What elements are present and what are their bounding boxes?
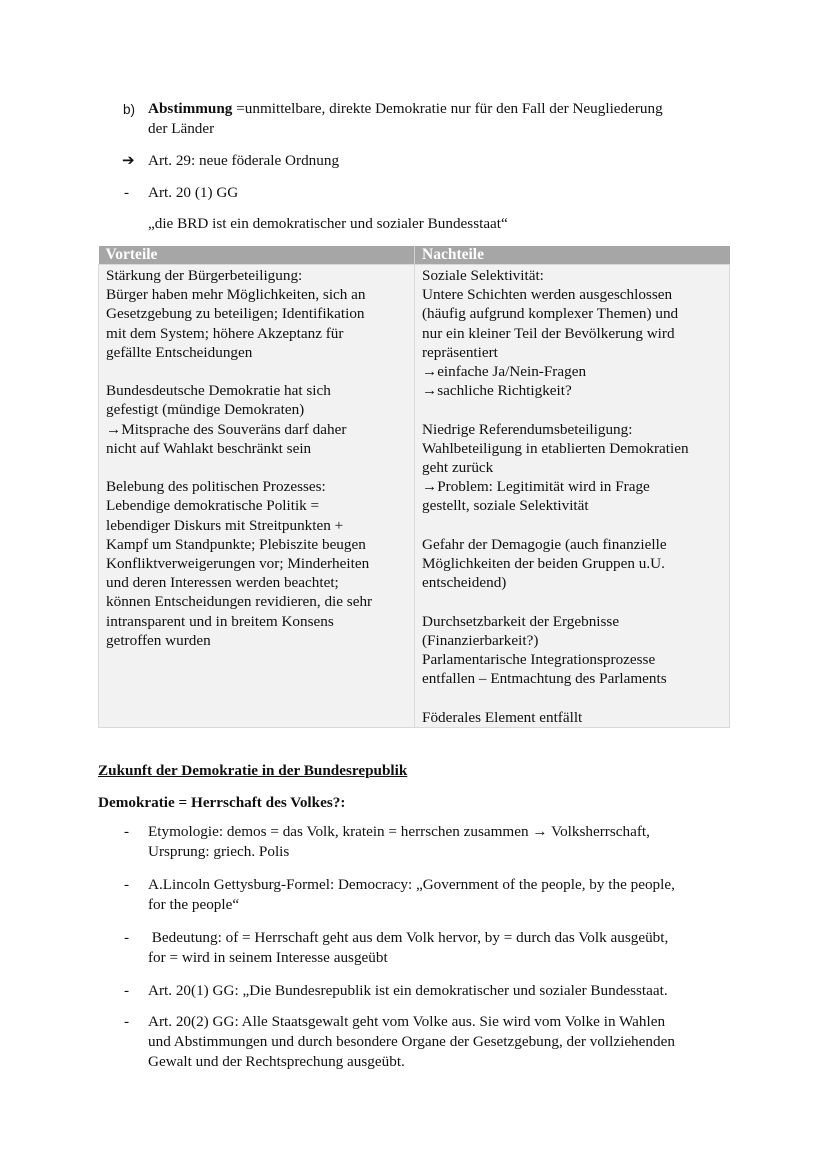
- nachteile-spacer: [422, 400, 722, 419]
- nachteile-line: entscheidend): [422, 574, 507, 592]
- vorteile-line: Belebung des politischen Prozesses:: [106, 478, 326, 496]
- future-heading: Zukunft der Demokratie in der Bundesrepublik: [98, 762, 408, 779]
- nachteile-line: →Problem: Legitimität wird in Frage: [422, 478, 650, 496]
- bullet-text-line: Bedeutung: of = Herrschaft geht aus dem Volk hervor, by = durch das Volk ausgeübt,: [148, 929, 669, 946]
- nachteile-line: Gefahr der Demagogie (auch finanzielle: [422, 535, 667, 553]
- bullet-text-line: Gewalt und der Rechtsprechung ausgeübt.: [148, 1053, 405, 1070]
- nachteile-line: Föderales Element entfällt: [422, 708, 583, 726]
- vorteile-line: Lebendige demokratische Politik =: [106, 497, 320, 515]
- art20-text: Art. 20 (1) GG: [148, 184, 239, 201]
- vorteile-line: und deren Interessen werden beachtet;: [106, 574, 339, 592]
- bullet-text-line: Etymologie: demos = das Volk, kratein = herrschen zusammen → Volksherrschaft,: [148, 823, 650, 840]
- section-b-line-2: der Länder: [148, 120, 215, 137]
- vorteile-line: gefällte Entscheidungen: [106, 343, 253, 361]
- bullet-dash: -: [124, 876, 130, 893]
- vorteile-line: nicht auf Wahlakt beschränkt sein: [106, 439, 312, 457]
- vorteile-line: Konfliktverweigerungen vor; Minderheiten: [106, 555, 370, 573]
- vorteile-cell: [99, 265, 415, 728]
- nachteile-line: nur ein kleiner Teil der Bevölkerung wird: [422, 324, 675, 342]
- vorteile-line: Kampf um Standpunkte; Plebiszite beugen: [106, 535, 366, 553]
- vorteile-spacer: [106, 458, 407, 477]
- bullet-dash: -: [124, 1013, 130, 1030]
- bullet-text-line: A.Lincoln Gettysburg-Formel: Democracy: „Government of the people, by the people,: [148, 876, 675, 893]
- arrow-right-icon: ➔: [122, 151, 135, 169]
- nachteile-line: (häufig aufgrund komplexer Themen) und: [422, 305, 679, 323]
- nachteile-spacer: [422, 592, 722, 611]
- vorteile-line: Gesetzgebung zu beteiligen; Identifikation: [106, 305, 365, 323]
- nachteile-line: Wahlbeteiligung in etablierten Demokratien: [422, 439, 689, 457]
- bullet-text-line: for = wird in seinem Interesse ausgeübt: [148, 949, 388, 966]
- header-vorteile: Vorteile: [99, 246, 415, 265]
- vorteile-line: gefestigt (mündige Demokraten): [106, 401, 305, 419]
- nachteile-line: gestellt, soziale Selektivität: [422, 497, 589, 515]
- bullet-text-line: und Abstimmungen und durch besondere Organe der Gesetzgebung, der vollziehenden: [148, 1033, 675, 1050]
- nachteile-line: Durchsetzbarkeit der Ergebnisse: [422, 612, 620, 630]
- bullet-text-line: Ursprung: griech. Polis: [148, 843, 290, 860]
- vorteile-line: intransparent und in breitem Konsens: [106, 612, 334, 630]
- section-b-line-1: [148, 99, 663, 119]
- bullet-text-line: for the people“: [148, 896, 240, 913]
- vorteile-line: lebendiger Diskurs mit Streitpunkten +: [106, 516, 344, 534]
- list-marker-b: b): [123, 102, 136, 117]
- nachteile-spacer: [422, 516, 722, 535]
- vorteile-line: →Mitsprache des Souveräns darf daher: [106, 420, 347, 438]
- term-abstimmung: Abstimmung: [148, 100, 233, 117]
- vorteile-spacer: [106, 362, 407, 381]
- nachteile-line: Untere Schichten werden ausgeschlossen: [422, 286, 673, 304]
- vorteile-line: Stärkung der Bürgerbeteiligung:: [106, 267, 303, 284]
- bullet-text-line: Art. 20(2) GG: Alle Staatsgewalt geht vom Volke aus. Sie wird vom Volke in Wahlen: [148, 1013, 666, 1030]
- constitution-quote: „die BRD ist ein demokratischer und sozialer Bundesstaat“: [148, 215, 508, 232]
- nachteile-line: (Finanzierbarkeit?): [422, 631, 539, 649]
- vorteile-line: mit dem System; höhere Akzeptanz für: [106, 324, 344, 342]
- art29-text: Art. 29: neue föderale Ordnung: [148, 152, 340, 169]
- bullet-dash: -: [124, 929, 130, 946]
- nachteile-line: repräsentiert: [422, 343, 498, 361]
- table-body-row: [99, 265, 730, 728]
- vorteile-line: Bundesdeutsche Demokratie hat sich: [106, 382, 331, 400]
- nachteile-line: Möglichkeiten der beiden Gruppen u.U.: [422, 555, 665, 573]
- definition-heading: Demokratie = Herrschaft des Volkes?:: [98, 794, 346, 811]
- header-nachteile: Nachteile: [415, 246, 730, 265]
- dash-marker: -: [124, 184, 130, 201]
- bullet-dash: -: [124, 823, 130, 840]
- abstimmung-definition: =unmittelbare, direkte Demokratie nur für den Fall der Neugliederung: [232, 100, 663, 117]
- nachteile-line: →sachliche Richtigkeit?: [422, 382, 572, 400]
- bullet-text-line: Art. 20(1) GG: „Die Bundesrepublik ist ein demokratischer und sozialer Bundesstaat.: [148, 982, 668, 999]
- nachteile-line: →einfache Ja/Nein-Fragen: [422, 363, 587, 381]
- nachteile-line: Niedrige Referendumsbeteiligung:: [422, 420, 633, 438]
- vorteile-line: Bürger haben mehr Möglichkeiten, sich an: [106, 286, 366, 304]
- nachteile-spacer: [422, 688, 722, 707]
- nachteile-cell: [415, 265, 730, 728]
- bullet-dash: -: [124, 982, 130, 999]
- vorteile-line: getroffen wurden: [106, 631, 211, 649]
- nachteile-line: Parlamentarische Integrationsprozesse: [422, 651, 656, 669]
- vorteile-line: können Entscheidungen revidieren, die sehr: [106, 593, 373, 611]
- nachteile-line: geht zurück: [422, 459, 494, 477]
- pros-cons-table: [98, 246, 730, 728]
- nachteile-line: entfallen – Entmachtung des Parlaments: [422, 670, 667, 688]
- table-header-row: [99, 246, 730, 265]
- nachteile-line: Soziale Selektivität:: [422, 267, 544, 284]
